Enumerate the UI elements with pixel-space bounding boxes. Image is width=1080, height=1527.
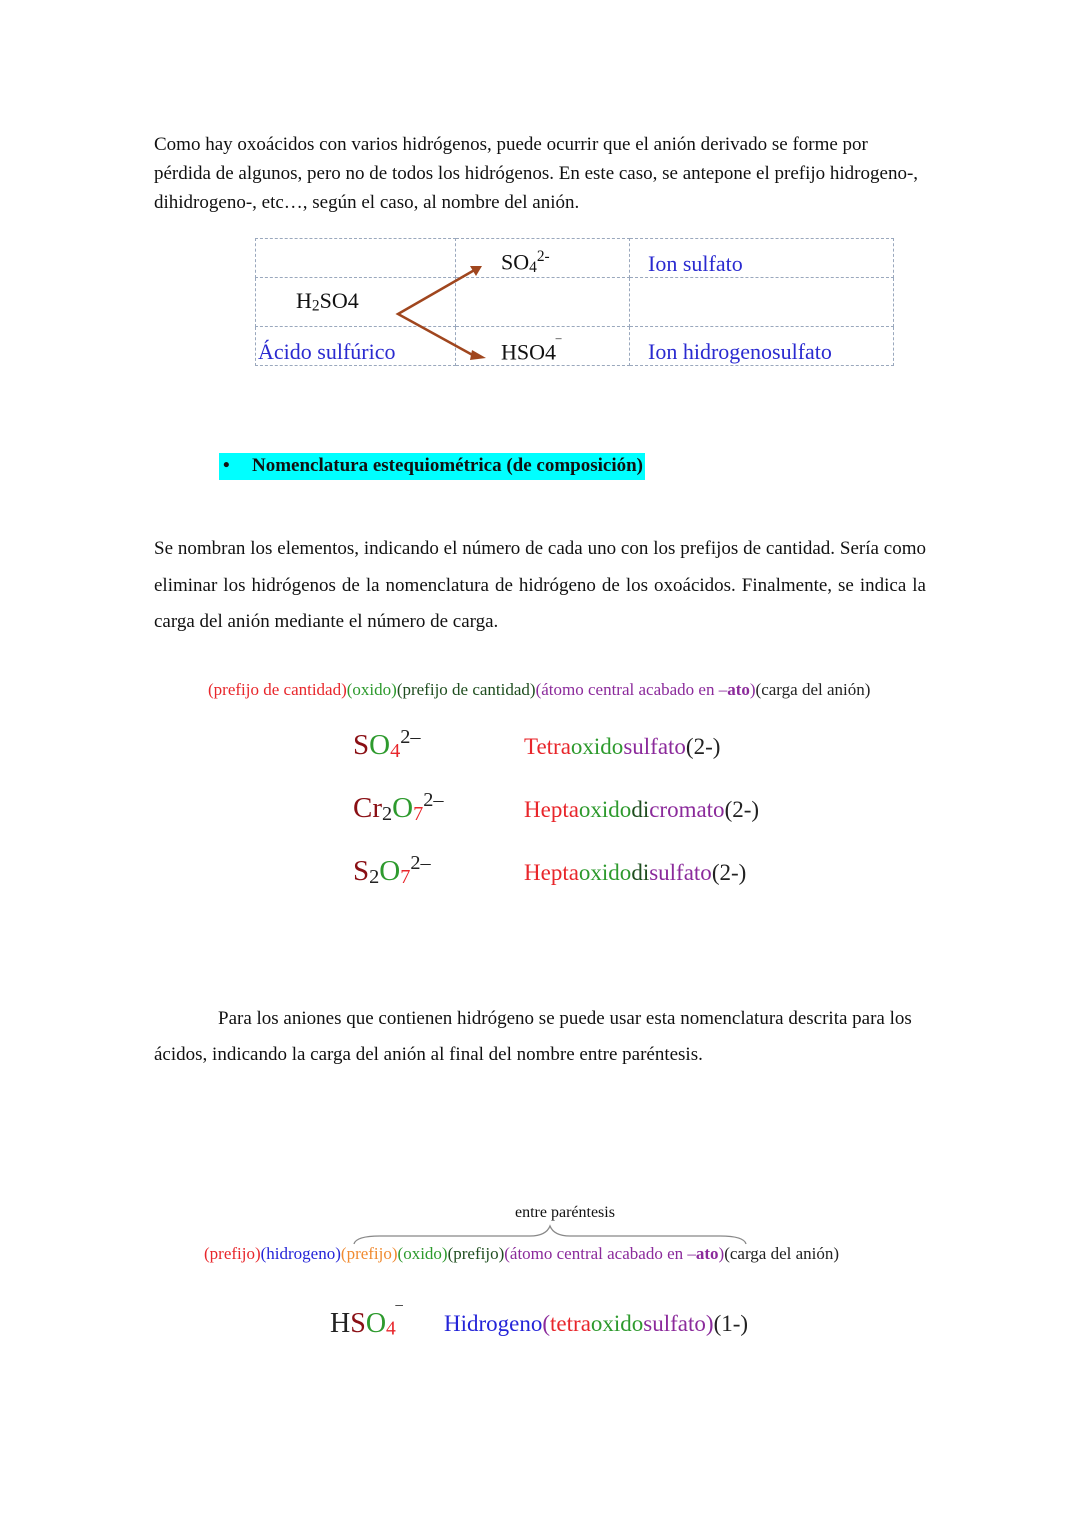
f: 7 [400,866,411,889]
f: S [350,1307,366,1339]
formula-sub: 4 [529,259,537,276]
sulfuric-acid-anion-table [255,238,894,366]
n: Hepta [524,860,579,885]
n: sulfato [649,860,712,885]
sulfate-name: Ion sulfato [630,239,894,278]
tmpl-seg: (átomo central acabado en – [535,680,728,699]
tmpl-seg: (prefijo) [340,1244,398,1263]
tmpl-seg: (oxido) [397,1244,448,1263]
n: Hidrogeno [444,1311,543,1336]
f: H [330,1307,351,1339]
formula-part: H [296,288,312,314]
f: O [392,792,414,825]
brace-label [515,1204,615,1222]
f: S [353,729,370,762]
naming-template [208,680,870,700]
formula-sup: 2- [536,248,550,266]
formula-base: SO [501,249,530,275]
tmpl-seg: (prefijo de cantidad) [396,680,536,699]
f: 7 [413,803,424,826]
f: 2– [400,726,421,748]
tmpl-seg: (prefijo) [447,1244,505,1263]
n: sulfato [643,1311,706,1336]
paragraph-hydrogen-anions [154,1001,926,1072]
tmpl-seg: (hidrogeno) [260,1244,341,1263]
tmpl-seg: (átomo central acabado en – [504,1244,696,1263]
tmpl-seg: ato [727,680,750,699]
heading-text: Nomenclatura estequiométrica (de composición) [252,455,644,476]
section-heading [219,453,645,480]
f: 4 [390,740,401,763]
n: tetra [550,1311,591,1336]
n: ( [542,1311,551,1336]
paragraph-stoichiometric: Se nombran los elementos, indicando el número de cada uno con los prefijos de cantidad. Sería como eliminar los hidrógenos de la nomenclatura de hidrógeno de los oxoácidos. Finalmente, se indica la carga del anión mediante el número de carga. [154,538,926,632]
n: Tetra [524,734,571,759]
curly-brace-icon [350,1224,750,1246]
n: oxido [578,860,632,885]
formula-part: 2 [311,297,320,315]
n: (1-) [713,1311,749,1336]
formula-sup: ‾ [556,337,562,355]
n: (2-) [724,797,760,822]
intro-paragraph: Como hay oxoácidos con varios hidrógenos, puede ocurrir que el anión derivado se forme por pérdida de algunos, pero no de todos los hidrógenos. En este caso, se antepone el prefijo hidrogeno-, dihidrogeno-, etc…, según el caso, al nombre del anión. [154,134,919,213]
branch-arrows-icon [390,262,490,362]
formula-base: HSO4 [501,339,557,364]
paragraph-text: Para los aniones que contienen hidrógeno se puede usar esta nomenclatura descrita para los ácidos, indicando la carga del anión al final del nombre entre paréntesis. [154,1008,912,1065]
n: oxido [578,797,632,822]
hydrogen-naming-template [204,1244,839,1264]
f: 2– [410,852,431,874]
n: cromato [649,797,725,822]
f: Cr [353,792,382,825]
tmpl-seg: (carga del anión) [755,680,871,699]
tmpl-seg: (oxido) [346,680,397,699]
tmpl-seg: (prefijo de cantidad) [208,680,347,699]
f: 4 [386,1318,396,1340]
f: 2– [423,789,444,811]
formula-part: SO4 [319,288,359,314]
n: (2-) [711,860,747,885]
tmpl-seg: ) [718,1244,725,1263]
n: ) [705,1311,714,1336]
f: O [379,855,401,888]
example-formula-1 [353,726,421,763]
n: oxido [570,734,624,759]
n: (2-) [685,734,721,759]
n: di [631,797,650,822]
example-name-3 [524,860,746,886]
example-formula-2 [353,789,444,826]
f: 2 [382,803,393,826]
f: O [369,729,391,762]
final-name [444,1311,748,1337]
final-formula [330,1305,402,1341]
n: sulfato [623,734,686,759]
n: oxido [590,1311,644,1336]
tmpl-seg: (prefijo) [204,1244,261,1263]
f: 2 [369,866,380,889]
tmpl-seg: (carga del anión) [724,1244,840,1263]
tmpl-seg: ) [749,680,756,699]
n: di [631,860,650,885]
f: S [353,855,370,888]
f: ‾ [395,1305,403,1326]
tmpl-seg: ato [695,1244,719,1263]
hydrogensulfate-name: Ion hidrogenosulfato [630,327,894,366]
example-name-1 [524,734,720,760]
example-formula-3 [353,852,431,889]
n: Hepta [524,797,579,822]
bullet: • [223,455,230,476]
sulfuric-acid-name: Ácido sulfúrico [256,327,456,366]
f: O [365,1307,387,1339]
example-name-2 [524,797,759,823]
brace-label-text: entre paréntesis [515,1204,615,1221]
